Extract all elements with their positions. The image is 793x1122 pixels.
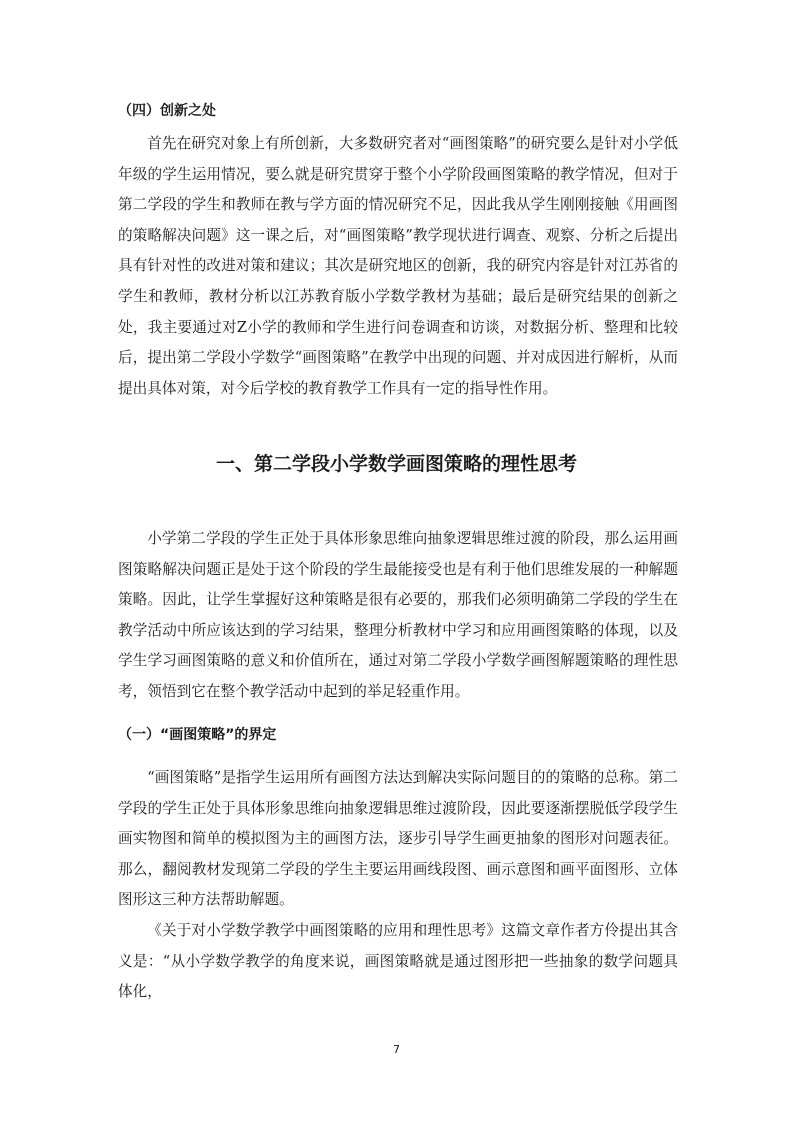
section-heading-innovation: （四）创新之处 — [118, 103, 216, 119]
definition-body — [118, 763, 678, 1008]
chapter-intro-body — [118, 524, 678, 708]
page-number: 7 — [393, 1043, 400, 1056]
chapter-title: 一、第二学段小学数学画图策略的理性思考 — [215, 453, 577, 475]
paragraph-innovation: 首先在研究对象上有所创新，大多数研究者对“画图策略”的研究要么是针对小学低年级的学生运用情况，要么就是研究贯穿于整个小学阶段画图策略的教学情况，但对于第二学段的学生和教师在教与学方面的情况研究不足，因此我从学生刚刚接触《用画图的策略解决问题》这一课之后，对“画图策略”教学现状进行调查、观察、分析之后提出具有针对性的改进对策和建议；其次是研究地区的创新，我的研究内容是针对江苏省的学生和教师，教材分析以江苏教育版小学数学教材为基础；最后是研究结果的创新之处，我主要通过对Z小学的教师和学生进行问卷调查和访谈，对数据分析、整理和比较后，提出第二学段小学数学“画图策略”在教学中出现的问题、并对成因进行解析，从而提出具体对策，对今后学校的教育教学工作具有一定的指导性作用。 — [118, 135, 678, 397]
paragraph-definition-1: “画图策略”是指学生运用所有画图方法达到解决实际问题目的的策略的总称。第二学段的学生正处于具体形象思维向抽象逻辑思维过渡阶段，因此要逐渐摆脱低学段学生画实物图和简单的模拟图为主的画图方法，逐步引导学生画更抽象的图形对问题表征。那么，翻阅教材发现第二学段的学生主要运用画线段图、画示意图和画平面图形、立体图形这三种方法帮助解题。 — [118, 769, 678, 909]
section-innovation-body — [118, 129, 678, 404]
section-heading-definition: （一）“画图策略”的界定 — [118, 727, 277, 743]
paragraph-chapter-intro: 小学第二学段的学生正处于具体形象思维向抽象逻辑思维过渡的阶段，那么运用画图策略解决问题正是处于这个阶段的学生最能接受也是有利于他们思维发展的一种解题策略。因此，让学生掌握好这种策略是很有必要的，那我们必须明确第二学段的学生在教学活动中所应该达到的学习结果，整理分析教材中学习和应用画图策略的体现，以及学生学习画图策略的意义和价值所在，通过对第二学段小学数学画图解题策略的理性思考，领悟到它在整个教学活动中起到的举足轻重作用。 — [118, 530, 678, 700]
paragraph-definition-2: 《关于对小学数学教学中画图策略的应用和理性思考》这篇文章作者方伶提出其含义是：“从小学数学教学的角度来说，画图策略就是通过图形把一些抽象的数学问题具体化， — [118, 921, 678, 1001]
